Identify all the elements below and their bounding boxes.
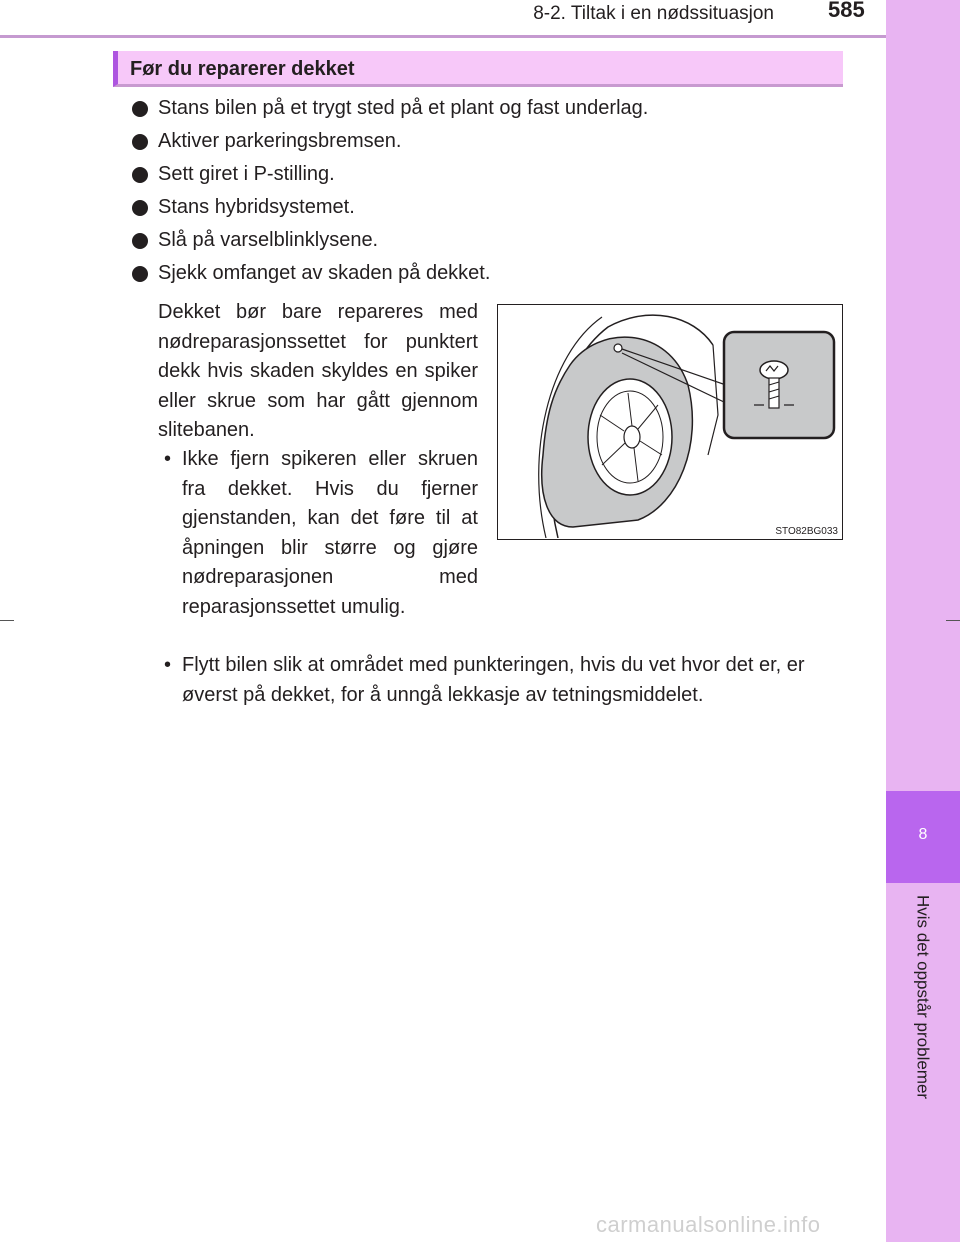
crop-mark [0,620,14,621]
sub-bullet-item: • Ikke fjern spikeren eller skruen fra dekket. Hvis du fjerner gjenstanden, kan det føre til at åpningen blir større og gjøre nødreparasjonen med reparasjonssettet umulig. [158,445,478,623]
crop-mark [946,620,960,621]
body-paragraph: Dekket bør bare repareres med nødreparasjonssettet for punktert dekk hvis skaden skyldes en spiker eller skrue som har gått gjennom slitebanen. [158,301,478,442]
list-item: Sett giret i P-stilling. [132,158,852,191]
sub-bullet-mark: • [164,448,172,470]
punctured-tire-icon [498,305,841,538]
bullet-dot-icon [132,101,148,117]
chapter-title: Hvis det oppstår problemer [913,895,933,1100]
bullet-dot-icon [132,134,148,150]
bullet-dot-icon [132,266,148,282]
tire-illustration [497,304,843,540]
list-item: Slå på varselblinklysene. [132,224,852,257]
list-item: Aktiver parkeringsbremsen. [132,125,852,158]
list-item: Stans hybridsystemet. [132,191,852,224]
bullet-dot-icon [132,200,148,216]
sub-bullet-mark: • [164,654,172,676]
list-item: Sjekk omfanget av skaden på dekket. [132,257,852,290]
sub-bullet-item: • Flytt bilen slik at området med punkteringen, hvis du vet hvor det er, er øverst på dekket, for å unngå lekkasje av tetningsmiddelet. [158,651,848,710]
list-item: Stans bilen på et trygt sted på et plant og fast underlag. [132,92,852,125]
header-rule [0,35,886,38]
page-number: 585 [828,0,865,22]
bullet-dot-icon [132,233,148,249]
section-heading: Før du reparerer dekket [113,51,843,87]
figure-code: STO82BG033 [775,526,838,537]
watermark: carmanualsonline.info [596,1212,821,1237]
checklist [132,92,852,290]
header-section-title: 8-2. Tiltak i en nødssituasjon [533,3,774,24]
chapter-number: 8 [918,826,928,843]
bullet-dot-icon [132,167,148,183]
